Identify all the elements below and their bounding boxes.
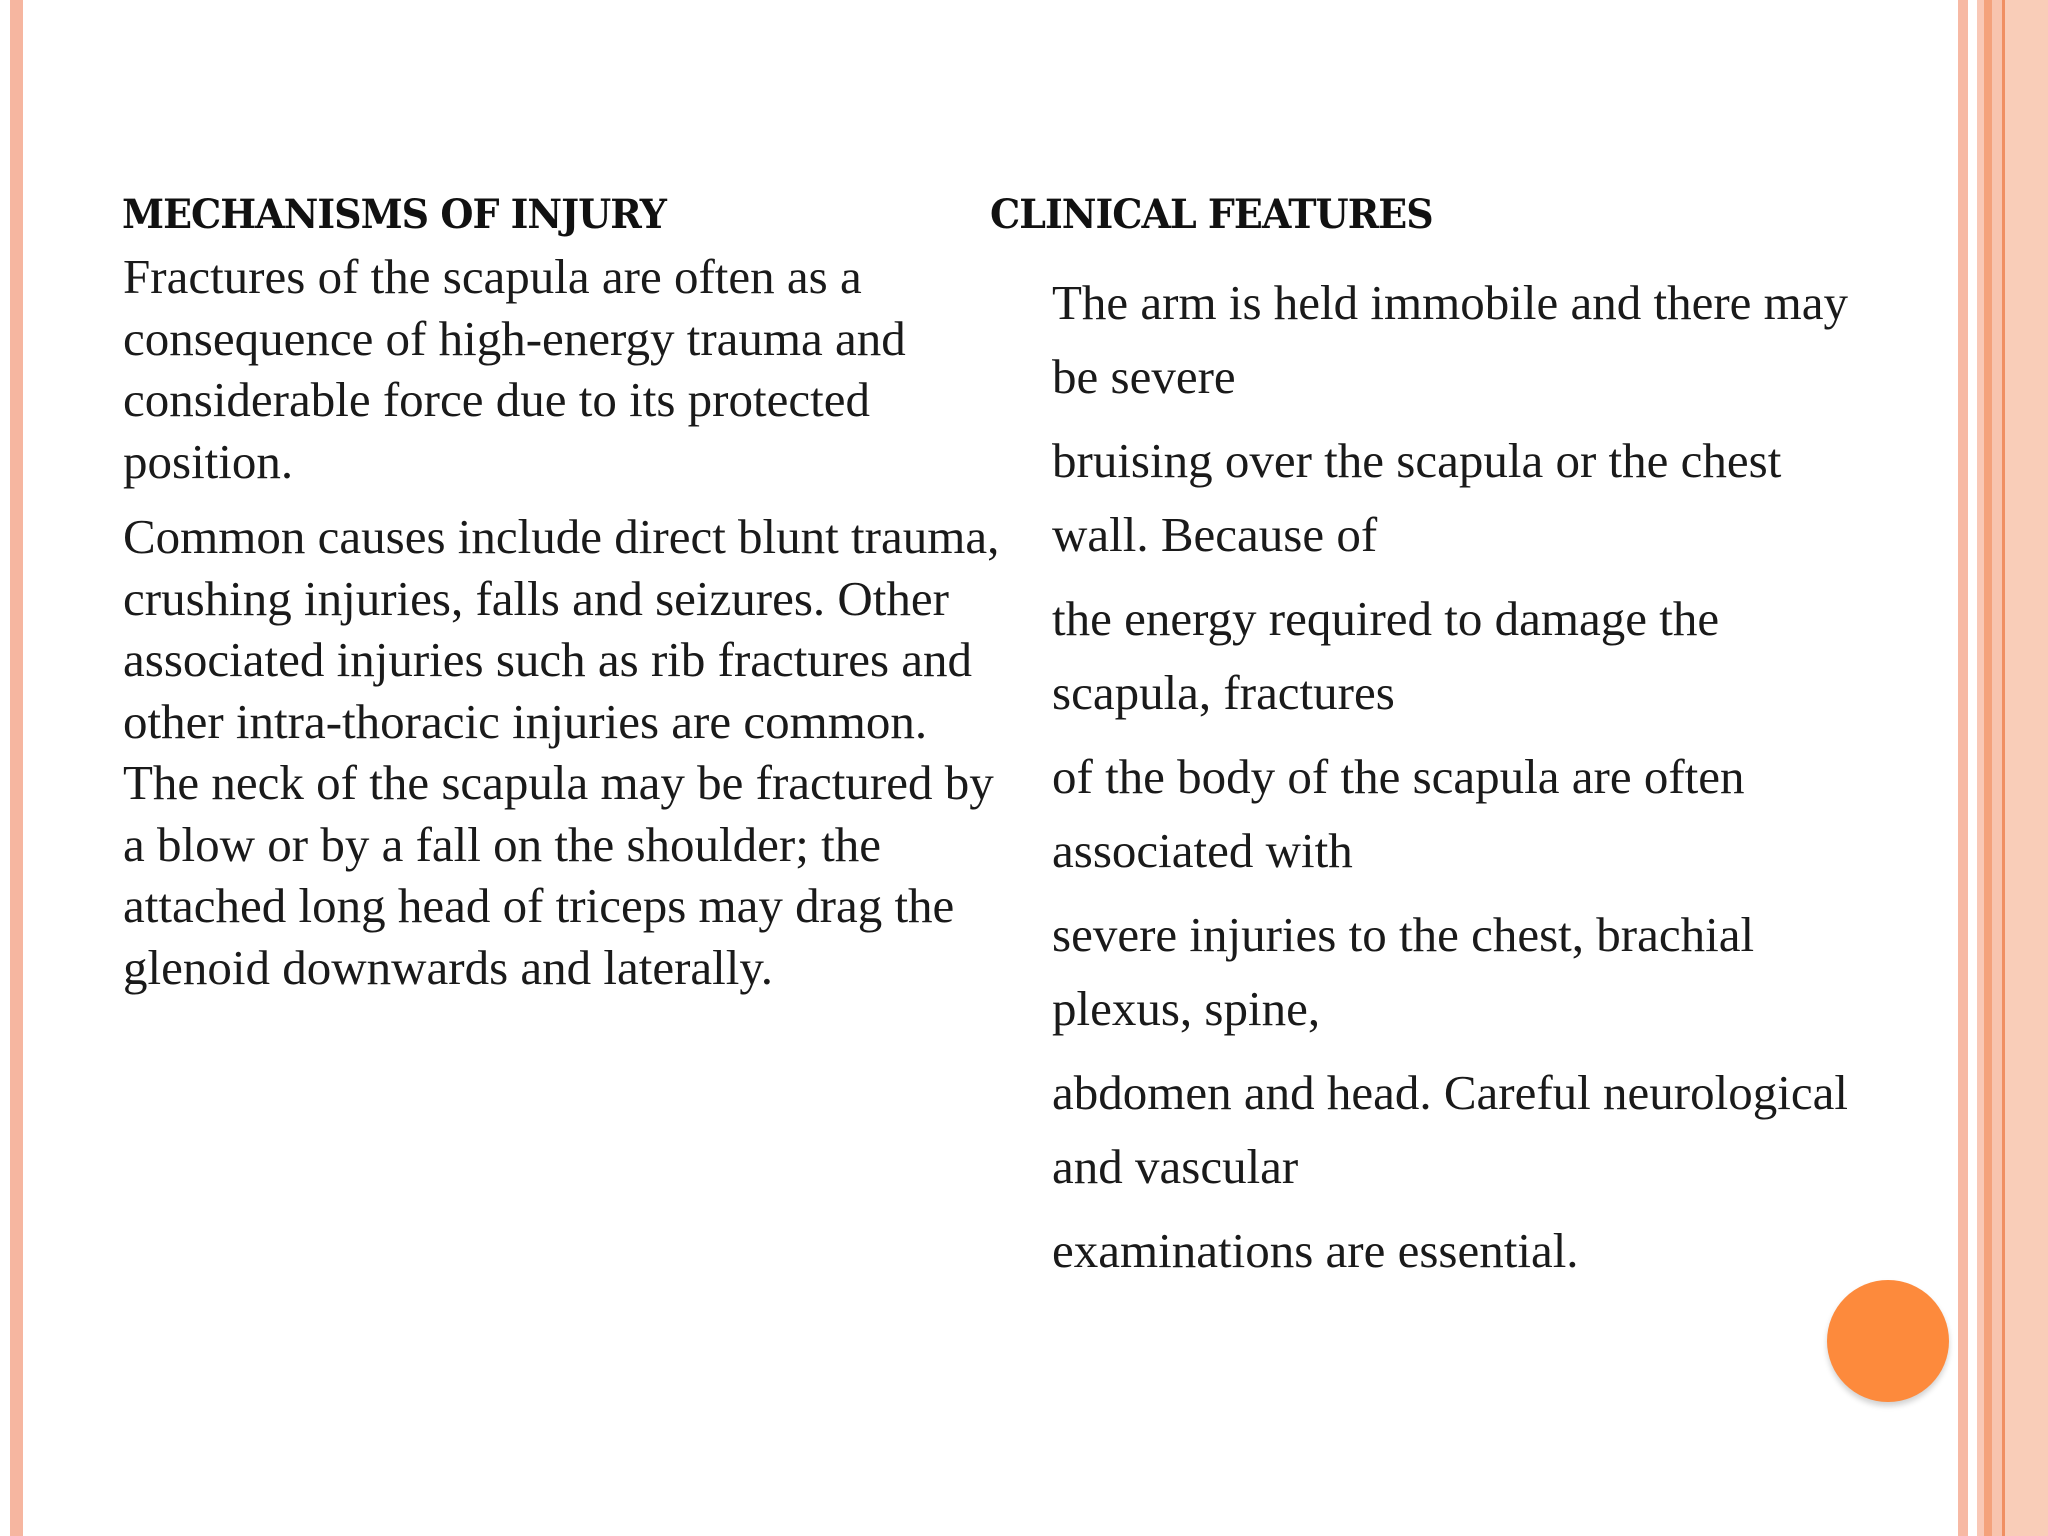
right-border-stripe	[1958, 0, 1968, 1536]
clinical-paragraph: The arm is held immobile and there may be severe	[1052, 275, 1849, 404]
mechanisms-paragraph: Common causes include direct blunt trauma, crushing injuries, falls and seizures. Other associated injuries such as rib fractures and other intra-thoracic injuries are common. The neck of the scapula may be fractured by a blow or by a fall on the shoulder; the attached long head of triceps may drag the glenoid downwards and laterally.	[123, 509, 1000, 995]
mechanisms-heading: MECHANISMS OF INJURY	[122, 190, 666, 238]
clinical-paragraph: abdomen and head. Careful neurological and vascular	[1052, 1065, 1848, 1194]
right-border-stripe	[1984, 0, 1992, 1536]
clinical-features-heading: CLINICAL FEATURES	[990, 190, 1433, 238]
clinical-paragraph: examinations are essential.	[1052, 1223, 1579, 1278]
right-border-stripe	[2005, 0, 2048, 1536]
orange-circle-decoration	[1827, 1280, 1949, 1402]
right-border-stripe	[1977, 0, 1984, 1536]
clinical-features-column	[1052, 266, 1882, 1288]
clinical-paragraph: the energy required to damage the scapula, fractures	[1052, 591, 1720, 720]
mechanisms-paragraph: Fractures of the scapula are often as a consequence of high-energy trauma and considerable force due to its protected position.	[123, 249, 906, 489]
left-border-decoration	[10, 0, 23, 1536]
right-border-stripe	[1992, 0, 2002, 1536]
clinical-paragraph: of the body of the scapula are often associated with	[1052, 749, 1745, 878]
clinical-paragraph: severe injuries to the chest, brachial plexus, spine,	[1052, 907, 1755, 1036]
mechanisms-column	[123, 246, 1003, 998]
clinical-paragraph: bruising over the scapula or the chest wall. Because of	[1052, 433, 1782, 562]
